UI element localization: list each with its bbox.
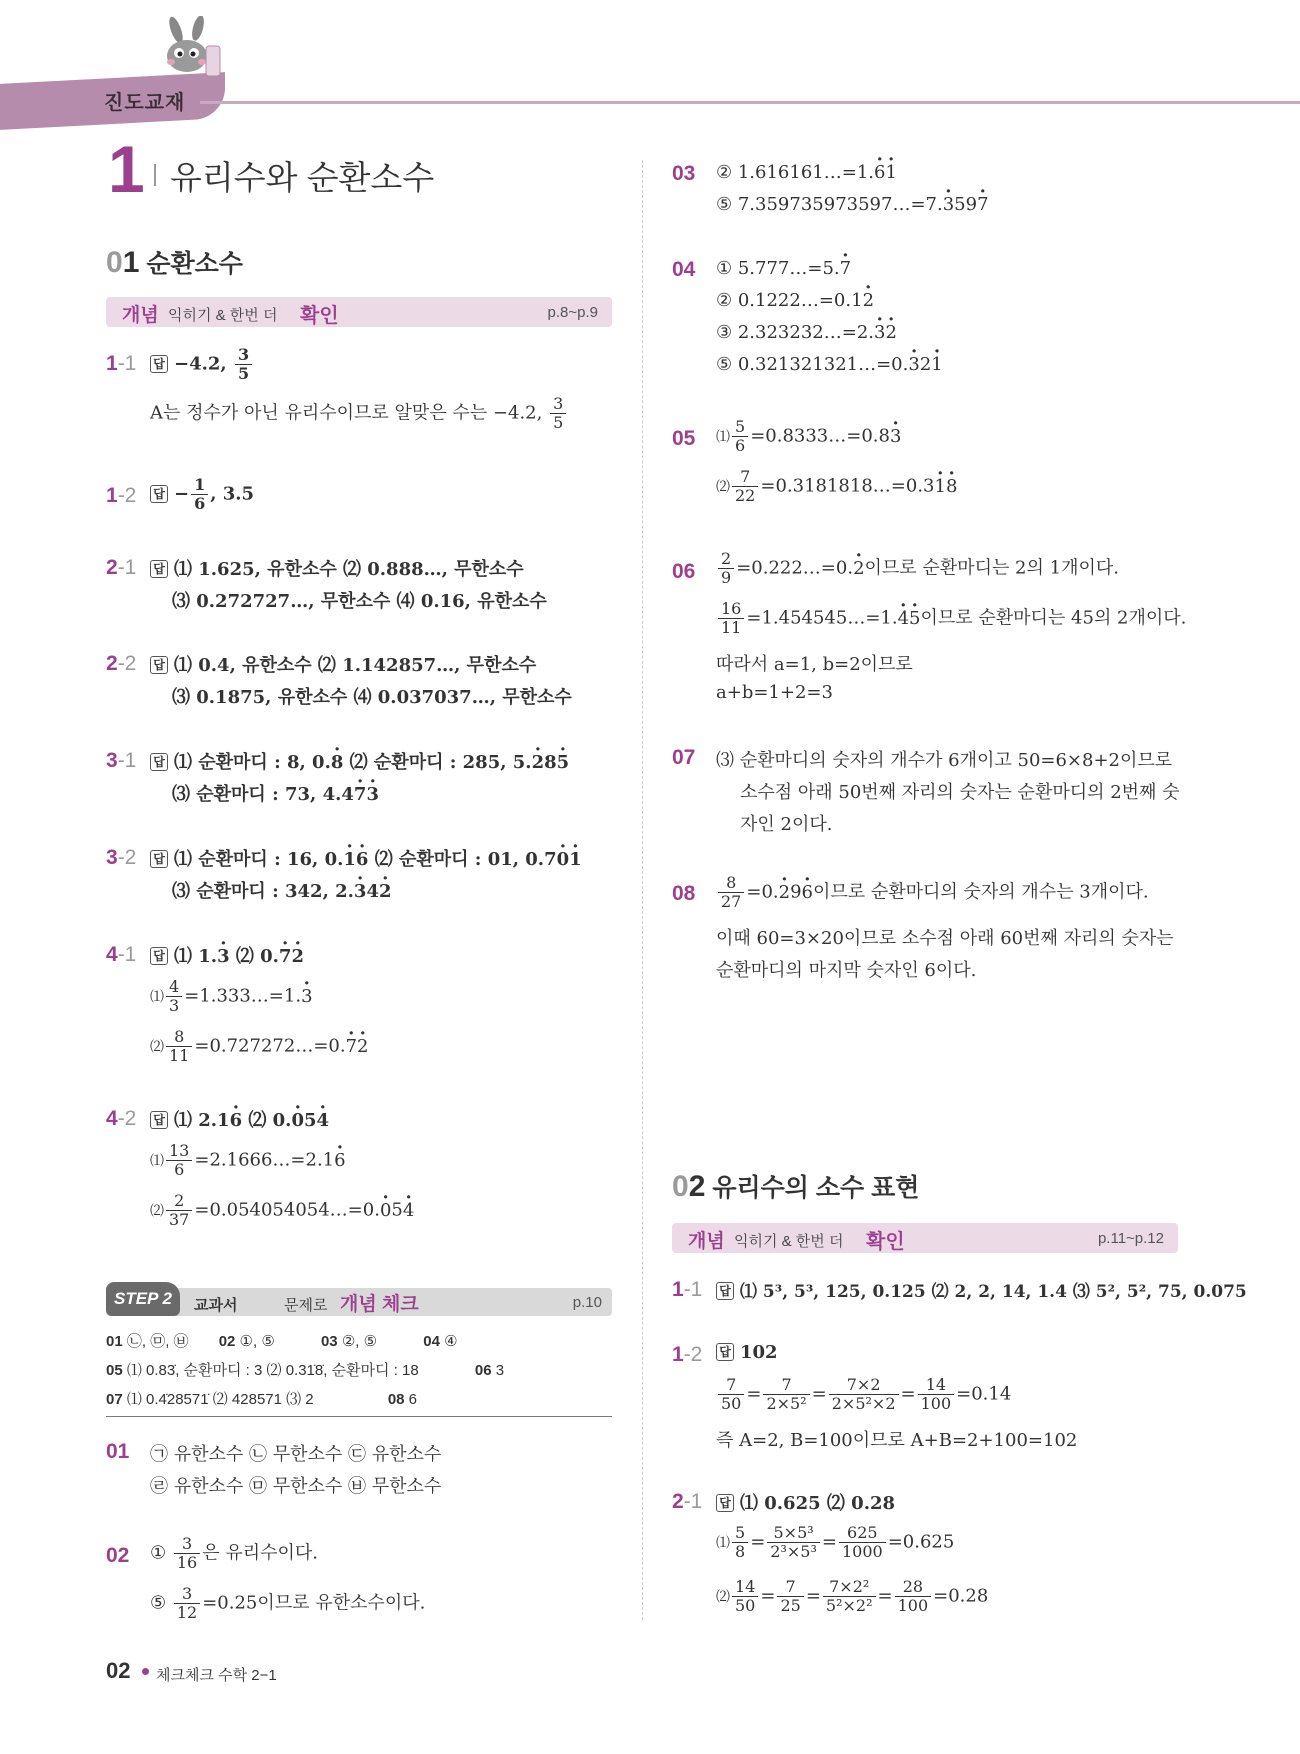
section-01-heading: 01 순환소수 xyxy=(106,246,243,279)
explanation-line: ⑵ $\frac{2}{37}$ =0.054054054…=0.· 05· 4 xyxy=(150,1192,414,1229)
question-number: 05 xyxy=(672,427,696,450)
chapter-number: 1 xyxy=(108,132,145,206)
question-number: 2-2 xyxy=(106,652,137,675)
question-number: 02 xyxy=(106,1544,130,1567)
answer-line: ⑶ 순환마디 : 73, 4.4· 7· 3 xyxy=(172,780,379,806)
explanation-line: a+b=1+2=3 xyxy=(716,682,833,703)
explanation-line: ⑵ $\frac{14}{50}$ = $\frac{7}{25}$ = $\frac{\text{7×2²}}{\text{5²×2²}}$ = $\frac{28}{100}$ =0.28 xyxy=(716,1577,989,1615)
step2-rule xyxy=(106,1416,612,1417)
answer-line: ⑶ 0.1875, 유한소수 ⑷ 0.037037…, 무한소수 xyxy=(172,687,572,708)
footer-bullet xyxy=(142,1668,149,1675)
explanation-line: ㉠ 유한소수 ㉡ 무한소수 ㉢ 유한소수 xyxy=(150,1444,442,1465)
explanation-line: ⑤ 7.359735973597…=7.· 359· 7 xyxy=(716,194,989,215)
question-number: 06 xyxy=(672,560,696,583)
explanation-line: ⑴ $\frac{13}{6}$ =2.1666…=2.1· 6 xyxy=(150,1142,346,1179)
question-number: 01 xyxy=(106,1440,130,1463)
chapter-title: 유리수와 순환소수 xyxy=(170,159,435,196)
explanation-line: A는 정수가 아닌 유리수이므로 알맞은 수는 −4.2, $\frac{3}{5}$ xyxy=(150,395,568,432)
explanation-line: ③ 2.323232…=2.· 3· 2 xyxy=(716,322,897,343)
question-number: 2-1 xyxy=(672,1490,703,1513)
answer-line: 답 ⑴ 1.625, 유한소수 ⑵ 0.888…, 무한소수 xyxy=(150,555,524,581)
explanation-line: ⑴ $\frac{5}{6}$ =0.8333…=0.8· 3 xyxy=(716,418,901,455)
answer-line: ⑶ 순환마디 : 342, 2.· 34· 2 xyxy=(172,877,392,903)
explanation-line: 따라서 a=1, b=2이므로 xyxy=(716,654,913,675)
explanation-line: ② 0.1222…=0.1· 2 xyxy=(716,290,874,311)
question-number: 1-2 xyxy=(106,484,137,507)
header-tab-label: 진도교재 xyxy=(104,92,186,114)
explanation-line: 즉 A=2, B=100이므로 A+B=2+100=102 xyxy=(716,1430,1078,1451)
explanation-line: ⑤ $\frac{3}{12}$ =0.25이므로 유한소수이다. xyxy=(150,1584,426,1622)
section-02-title: 유리수의 소수 표현 xyxy=(712,1174,920,1202)
explanation-line: ⑶ 순환마디의 숫자의 개수가 6개이고 50=6×8+2이므로 xyxy=(716,750,1173,771)
page-ref: p.8~p.9 xyxy=(547,304,598,321)
explanation-line: ⑤ 0.321321321…=0.· 32· 1 xyxy=(716,354,943,375)
explanation-line: ⑴ $\frac{5}{8}$ = $\frac{\text{5×5³}}{\text{2³×5³}}$ = $\frac{625}{1000}$ =0.625 xyxy=(716,1523,955,1561)
explanation-line: ⑵ $\frac{7}{22}$ =0.3181818…=0.3· 1· 8 xyxy=(716,468,957,505)
explanation-line: ⑵ $\frac{8}{11}$ =0.727272…=0.· 7· 2 xyxy=(150,1028,369,1065)
answer-line: 답 ⑴ 1.· 3 ⑵ 0.· 7· 2 xyxy=(150,942,304,968)
explanation-line: $\frac{7}{50}$ = $\frac{7}{\text{2×5²}}$ = $\frac{7\times 2}{\text{2×5²×2}}$ = $\frac{14}{100}$ =0.14 xyxy=(716,1376,1011,1413)
section-02-heading: 02 유리수의 소수 표현 xyxy=(672,1170,920,1203)
page-ref: p.10 xyxy=(572,1294,602,1311)
answer-line: 답 ⑴ 5³, 5³, 125, 0.125 ⑵ 2, 2, 14, 1.4 ⑶ 5², 5², 75, 0.075 xyxy=(716,1277,1247,1302)
explanation-line: ㉣ 유한소수 ㉤ 무한소수 ㉥ 무한소수 xyxy=(150,1476,442,1497)
explanation-line: $\frac{16}{11}$ =1.454545…=1.· 4· 5이므로 순환마디는 45의 2개이다. xyxy=(716,600,1186,637)
explanation-line: ① 5.777…=5.· 7 xyxy=(716,258,851,279)
question-number: 1-1 xyxy=(672,1278,703,1301)
step2-bar: STEP 2 교과서 문제로 개념 체크 p.10 xyxy=(106,1288,612,1316)
explanation-line: 소수점 아래 50번째 자리의 숫자는 순환마디의 2번째 숫 xyxy=(740,782,1180,803)
column-divider xyxy=(642,160,643,1620)
concept-bar-02: 개념 익히기 & 한번 더 확인 p.11~p.12 xyxy=(672,1223,1178,1253)
step2-answer-row: 07 ⑴ 0.4̇28571̇ ⑵ 428571 ⑶ 2 08 6 xyxy=(106,1391,418,1408)
answer-line: 답 102 xyxy=(716,1342,778,1363)
step2-answer-row: 01 ㉡, ㉤, ㉥ 02 ①, ⑤ 03 ②, ⑤ 04 ④ xyxy=(106,1333,458,1350)
question-number: 08 xyxy=(672,882,696,905)
page-ref: p.11~p.12 xyxy=(1097,1230,1164,1247)
question-number: 2-1 xyxy=(106,556,137,579)
step2-badge: STEP 2 xyxy=(106,1282,180,1316)
section-01-title: 순환소수 xyxy=(146,250,243,278)
question-number: 1-1 xyxy=(106,352,137,375)
step2-answer-row: 05 ⑴ 0.83̇, 순환마디 : 3 ⑵ 0.31̇8̇, 순환마디 : 18 06 3 xyxy=(106,1362,505,1379)
explanation-line: $\frac{2}{9}$ =0.222…=0.· 2이므로 순환마디는 2의 1개이다. xyxy=(716,550,1119,587)
header-rule xyxy=(200,101,1300,104)
explanation-line: ② 1.616161…=1.· 6· 1 xyxy=(716,162,897,183)
explanation-line: 자인 2이다. xyxy=(740,814,833,835)
explanation-line: 이때 60=3×20이므로 소수점 아래 60번째 자리의 숫자는 xyxy=(716,928,1174,949)
concept-bar-01: 개념 익히기 & 한번 더 확인 p.8~p.9 xyxy=(106,297,612,327)
question-number: 03 xyxy=(672,162,696,185)
explanation-line: $\frac{8}{27}$ =0.· 29· 6이므로 순환마디의 숫자의 개수는 3개이다. xyxy=(716,874,1149,911)
question-number: 3-2 xyxy=(106,846,137,869)
explanation-line: ⑴ $\frac{4}{3}$ =1.333…=1.· 3 xyxy=(150,978,313,1015)
question-number: 04 xyxy=(672,258,696,281)
question-number: 07 xyxy=(672,746,696,769)
answer-line: 답 − $\frac{1}{6}$ , 3.5 xyxy=(150,476,254,513)
answer-line: 답 ⑴ 0.625 ⑵ 0.28 xyxy=(716,1489,895,1515)
answer-line: 답 −4.2, $\frac{3}{5}$ xyxy=(150,346,254,383)
explanation-line: ① $\frac{3}{16}$ 은 유리수이다. xyxy=(150,1534,318,1572)
question-number: 3-1 xyxy=(106,749,137,772)
rabbit-mascot-icon xyxy=(154,16,224,82)
question-number: 4-1 xyxy=(106,943,137,966)
explanation-line: 순환마디의 마지막 숫자인 6이다. xyxy=(716,960,977,981)
question-number: 4-2 xyxy=(106,1107,137,1130)
book-title: 체크체크 수학 2−1 xyxy=(156,1667,277,1684)
question-number: 1-2 xyxy=(672,1343,703,1366)
answer-line: 답 ⑴ 순환마디 : 16, 0.· 1· 6 ⑵ 순환마디 : 01, 0.7· 0· 1 xyxy=(150,845,582,871)
answer-line: 답 ⑴ 2.1· 6 ⑵ 0.· 05· 4 xyxy=(150,1106,329,1132)
answer-line: ⑶ 0.272727…, 무한소수 ⑷ 0.16, 유한소수 xyxy=(172,591,547,612)
answer-line: 답 ⑴ 0.4, 유한소수 ⑵ 1.142857…, 무한소수 xyxy=(150,651,536,677)
answer-line: 답 ⑴ 순환마디 : 8, 0.· 8 ⑵ 순환마디 : 285, 5.· 28· 5 xyxy=(150,748,569,774)
page-number: 02 xyxy=(106,1658,131,1683)
chapter-divider xyxy=(154,164,156,186)
